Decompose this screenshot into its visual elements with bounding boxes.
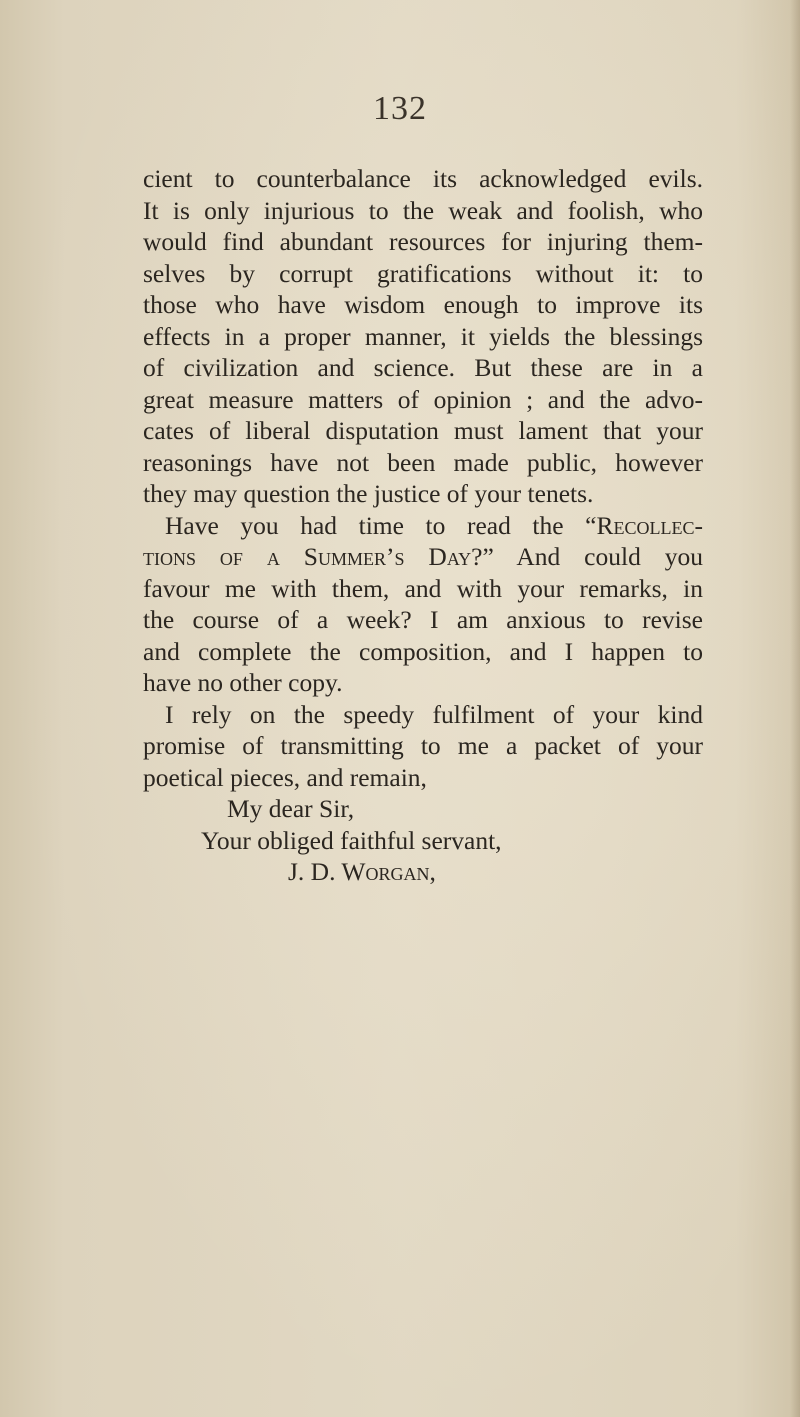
- text-line: would find abundant resources for injuring them-: [143, 227, 703, 256]
- page-number: 132: [373, 90, 427, 127]
- text-fragment: Have you had time to read the “: [165, 510, 597, 540]
- text-line: [143, 541, 703, 573]
- text-line: have no other copy.: [143, 668, 343, 697]
- text-line: promise of transmitting to me a packet of your: [143, 731, 703, 760]
- text-line: those who have wisdom enough to improve its: [143, 290, 703, 319]
- text-line: selves by corrupt gratifications without it: to: [143, 258, 703, 288]
- text-line: they may question the justice of your tenets.: [143, 479, 594, 508]
- text-line: favour me with them, and with your remarks, in: [143, 573, 703, 603]
- text-line: and complete the composition, and I happen to: [143, 636, 703, 666]
- text-fragment: ?” And could you: [471, 542, 703, 571]
- text-line: cient to counterbalance its acknowledged evils.: [143, 164, 703, 193]
- text-line: It is only injurious to the weak and foolish, who: [143, 195, 703, 225]
- text-line: I rely on the speedy fulfilment of your kind: [165, 699, 703, 729]
- valediction: Your obliged faithful servant,: [201, 825, 502, 855]
- text-line: reasonings have not been made public, however: [143, 447, 703, 477]
- text-line: [143, 510, 703, 542]
- signature: J. D. Worgan,: [288, 857, 436, 886]
- letter-body: [143, 163, 703, 888]
- salutation: My dear Sir,: [227, 794, 355, 823]
- text-line: of civilization and science. But these are in a: [143, 353, 703, 382]
- book-title-fragment: Recollec-: [596, 510, 703, 540]
- page-edge-shadow: [790, 0, 800, 1417]
- text-line: cates of liberal disputation must lament that your: [143, 416, 703, 445]
- text-line: poetical pieces, and remain,: [143, 762, 427, 792]
- text-line: the course of a week? I am anxious to revise: [143, 605, 703, 634]
- text-line: great measure matters of opinion ; and the advo-: [143, 384, 703, 414]
- text-line: effects in a proper manner, it yields the blessings: [143, 321, 703, 351]
- book-title-fragment: tions of a Summer’s Day: [143, 542, 472, 571]
